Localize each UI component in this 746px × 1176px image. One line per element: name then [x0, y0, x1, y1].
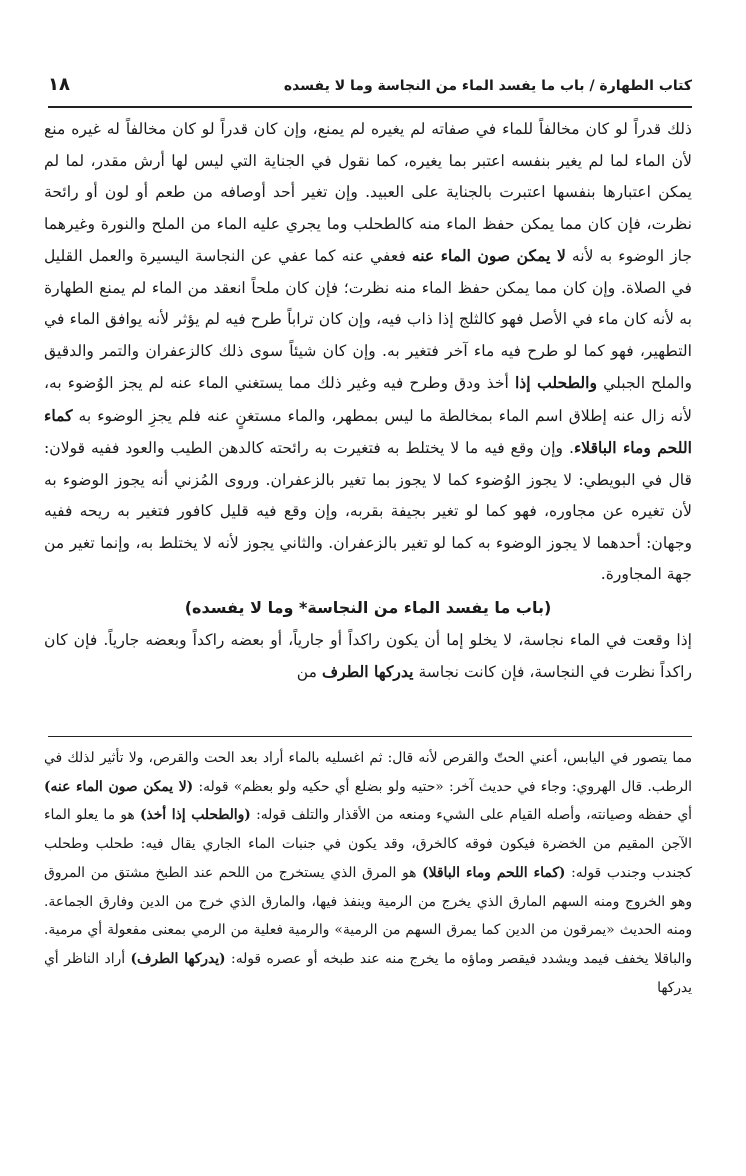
text-run: إذا وقعت في الماء نجاسة، لا يخلو إما أن يكون راكداً أو جارياً، أو بعضه راكداً وبعضه جارياً. فإن كان راكداً نظرت في النجاسة، فإن كانت نجاسة	[44, 630, 692, 681]
main-text	[44, 114, 692, 689]
text-run: مما يتصور في اليابس، أعني الحتّ والقرص لأنه قال: ثم اغسليه بالماء أراد بعد الحت والقرص، ولا تأثير لذلك في الرطب. قال الهروي: وجاء في حديث آخر: «حتيه ولو بضلع أي حكيه ولو بعظم» قوله:	[44, 750, 692, 795]
bold-term: كماء اللحم وماء الباقلاء	[44, 405, 692, 457]
running-title: كتاب الطهارة / باب ما يفسد الماء من النجاسة وما لا يفسده	[283, 78, 692, 94]
bold-term: (يدركها الطرف)	[130, 950, 226, 967]
section-heading: (باب ما يفسد الماء من النجاسة* وما لا يفسده)	[184, 597, 552, 617]
bold-term: (كماء اللحم وماء الباقلا)	[422, 864, 566, 881]
text-run: ذلك قدراً لو كان مخالفاً للماء في صفاته لم يغيره لم يمنع، وإن كان قدراً لو كان مخالفاً له غيره منع لأن الماء لما لم يغير بنفسه اعتبر بما يغيره، كما نقول في الجناية التي ليس لها أرش مقدر، لما لم يمكن اعتبارها بنفسها اعتبرت بالجناية على العبيد. وإن تغير أحد أوصافه من طعم أو لون أو رائحة نظرت، فإن كان مما يمكن حفظ الماء منه كالطحلب وما يجري عليه الماء من الملح والنورة وغيرهما جاز الوضوء به لأنه	[44, 120, 692, 265]
paragraph-1	[44, 114, 692, 591]
bold-term: يدركها الطرف	[321, 662, 414, 681]
bold-term: (لا يمكن صون الماء عنه)	[44, 778, 194, 795]
text-run: هو ما يعلو الماء الآجن المقيم من الخضرة فيكون فوقه كالخرق، وقد يكون في جنبات الماء الجاري يقال فيه: طحلب وطحلب كجندب وجندب قوله:	[44, 807, 692, 881]
bold-term: لا يمكن صون الماء عنه	[411, 246, 566, 265]
footnote-paragraph	[44, 744, 692, 1002]
text-run: . وإن وقع فيه ما لا يختلط به فتغيرت به رائحته كالدهن الطيب والعود ففيه قولان: قال في البويطي: لا يجوز الوُضوء كما لا يجوز بما تغير بالزعفران. وروى المُزني أنه يجوز الوضوء به لأن تغيره عن مجاوره، فهو كما لو تغير بجيفة بقربه، وإن وقع فيه قليل كافور فتغير به ريحه ففيه وجهان: أحدهما لا يجوز الوضوء به كما لو تغير بالزعفران. والثاني يجوز لأنه لا يختلط به، وإنما تغير من جهة المجاورة.	[44, 439, 692, 583]
paragraph-2	[44, 625, 692, 689]
footnote-divider	[48, 736, 692, 737]
text-run: من	[296, 663, 322, 681]
text-run: أراد الناظر أي يدركها	[44, 950, 692, 996]
footnotes	[44, 744, 692, 1002]
text-run: هو المرق الذي يستخرج من اللحم عند الطبخ مشتق من المروق وهو الخروج ومنه السهم المارق الذي يخرج من الرمية وينفذ فيها، والمارق الذي خرج من الدين وفارق الجماعة. ومنه الحديث «يمرقون من الدين كما يمرق السهم من الرمية» والرمية فعلية من الرمي بمعنى مفعولة أي مرمية. والباقلا يخفف فيمد ويشدد فيقصر وماؤه ما يخرج منه عند طبخه أو عصره قوله:	[44, 864, 692, 967]
bold-term: (والطحلب إذا أخذ)	[139, 807, 251, 824]
text-run: فعفي عنه كما عفي عن النجاسة اليسيرة والعمل القليل في الصلاة. وإن كان مما يمكن حفظ الماء منه نظرت؛ فإن كان ملحاً انعقد من الماء لم يمنع الطهارة به لأنه كان ماء في الأصل فهو كالثلج إذا ذاب فيه، وإن كان تراباً طرح فيه لم يؤثر لأنه يوافق الماء في التطهير، فهو كما لو طرح فيه ماء آخر فتغير به. وإن كان شيئاً سوى ذلك كالزعفران والتمر والدقيق والملح الجبلي	[44, 247, 693, 392]
text-run: أي حفظه وصيانته، وأصله القيام على الشيء ومنعه من الأقذار والتلف قوله:	[250, 807, 692, 824]
page-number: ١٨	[48, 74, 70, 95]
page-header	[48, 72, 692, 108]
text-run: أخذ ودق وطرح فيه وغير ذلك مما يستغني الماء عنه لم يجز الوُضوء به، لأنه زال عنه إطلاق اسم الماء بمخالطة ما ليس بمطهر، والماء مستغنٍ عنه فلم يجزِ الوضوء به	[44, 374, 692, 425]
bold-term: والطحلب إذا	[514, 373, 598, 392]
